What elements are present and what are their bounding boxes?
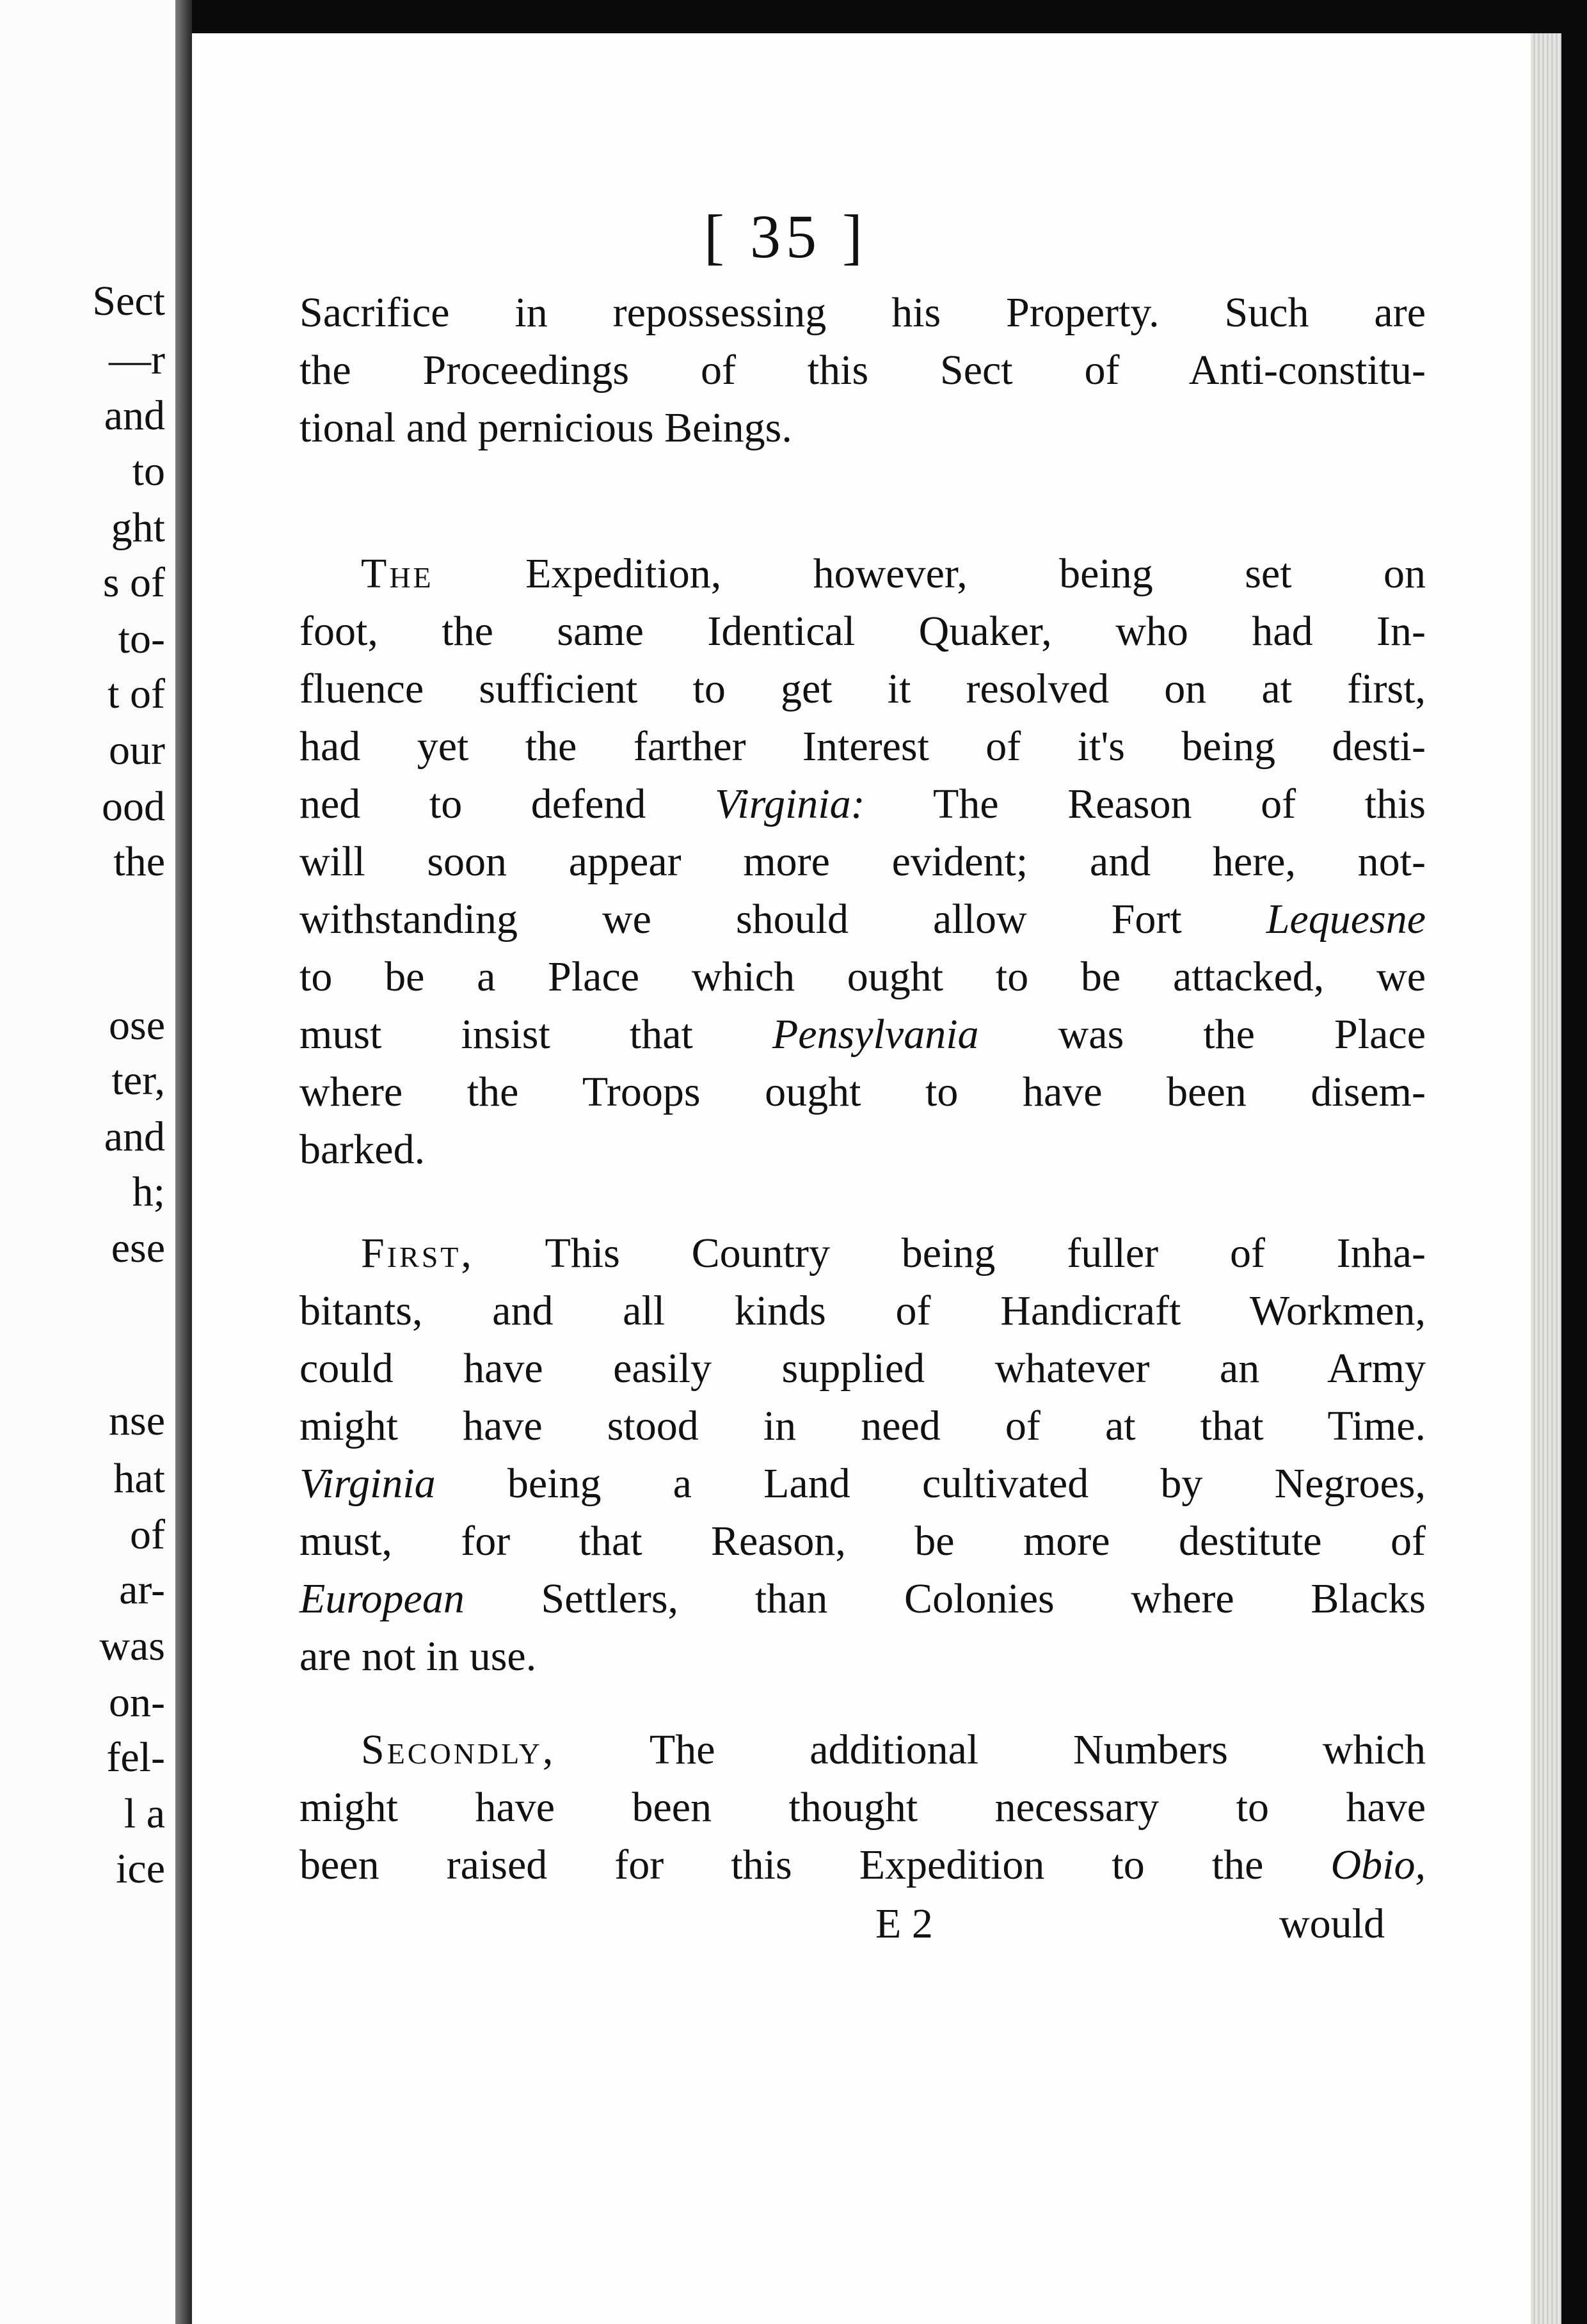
facing-page-line: fel- — [106, 1734, 165, 1781]
facing-page-line: t of — [108, 671, 165, 717]
text-line: tional and pernicious Beings. — [299, 404, 792, 451]
italic-name: Pensylvania — [772, 1011, 979, 1058]
text-line: foot, the same Identical Quaker, who had In- — [299, 608, 1426, 655]
text-line: could have easily supplied whatever an Army — [299, 1345, 1426, 1392]
italic-name: Virginia — [299, 1460, 436, 1507]
facing-page-line: ter, — [111, 1057, 165, 1104]
facing-page-line: to- — [118, 616, 165, 662]
facing-page-line: hat — [113, 1455, 165, 1502]
facing-page-line: h; — [132, 1168, 165, 1215]
italic-name: Lequesne — [1266, 896, 1426, 943]
text-line: to be a Place which ought to be attacked, we — [299, 953, 1426, 1000]
signature-mark: E 2 — [875, 1900, 933, 1947]
text-line: European Settlers, than Colonies where Blacks — [299, 1575, 1426, 1622]
paragraph-3 — [299, 1225, 1426, 1685]
text-line: been raised for this Expedition to the Obio, — [299, 1842, 1426, 1888]
text-line: First, This Country being fuller of Inha- — [361, 1230, 1426, 1277]
page-number: [ 35 ] — [704, 202, 868, 271]
page-footer — [299, 1895, 1385, 1953]
paragraph-2 — [299, 545, 1426, 1179]
facing-page-line: of — [130, 1511, 165, 1558]
catchword: would — [1279, 1900, 1385, 1947]
facing-page-line: our — [109, 727, 165, 774]
text-line: must, for that Reason, be more destitute of — [299, 1518, 1426, 1564]
facing-page-line: nse — [109, 1397, 165, 1444]
italic-name: European — [299, 1575, 465, 1622]
facing-page-line: ose — [109, 1002, 165, 1049]
lead-word: Secondly, — [361, 1726, 556, 1773]
page-edge — [1531, 33, 1561, 2324]
text-line: might have been thought necessary to have — [299, 1784, 1426, 1831]
facing-page — [0, 0, 192, 2324]
paragraph-4 — [299, 1721, 1426, 1894]
text-line: Sacrifice in repossessing his Property. Such are — [299, 289, 1426, 336]
facing-page-line: Sect — [92, 278, 165, 324]
facing-page-line: ese — [111, 1225, 165, 1271]
facing-page-line: ar- — [119, 1566, 165, 1613]
facing-page-line: on- — [109, 1679, 165, 1726]
text-line: where the Troops ought to have been disem- — [299, 1069, 1426, 1115]
facing-page-line: was — [99, 1623, 165, 1669]
facing-page-line: the — [113, 838, 165, 885]
text-line: Virginia being a Land cultivated by Negroes, — [299, 1460, 1426, 1507]
gutter-shadow — [175, 0, 192, 2324]
text-line: ned to defend Virginia: The Reason of this — [299, 781, 1426, 827]
facing-page-line: and — [104, 1113, 165, 1160]
facing-page-line: s of — [102, 559, 165, 606]
text-line: fluence sufficient to get it resolved on at first, — [299, 665, 1426, 712]
text-line: will soon appear more evident; and here, not- — [299, 838, 1426, 885]
facing-page-line: ght — [111, 504, 165, 551]
facing-page-line: to — [132, 448, 165, 495]
text-line: withstanding we should allow Fort Lequesne — [299, 896, 1426, 943]
text-line: are not in use. — [299, 1633, 537, 1680]
italic-name: Virginia: — [714, 781, 865, 827]
facing-page-line: ood — [102, 783, 165, 830]
text-line: had yet the farther Interest of it's being desti- — [299, 723, 1426, 770]
page — [192, 33, 1561, 2324]
text-line: must insist that Pensylvania was the Place — [299, 1011, 1426, 1058]
lead-word: The — [361, 550, 434, 597]
text-line: bitants, and all kinds of Handicraft Workmen, — [299, 1287, 1426, 1334]
text-line: the Proceedings of this Sect of Anti-constitu- — [299, 347, 1426, 394]
facing-page-line: l a — [124, 1790, 165, 1837]
facing-page-line: and — [104, 392, 165, 439]
text-line: Secondly, The additional Numbers which — [361, 1726, 1426, 1773]
text-line: barked. — [299, 1126, 426, 1173]
paragraph-1 — [299, 284, 1426, 457]
text-line: The Expedition, however, being set on — [361, 550, 1426, 597]
facing-page-line: ice — [116, 1845, 165, 1892]
facing-page-line: —r — [109, 337, 165, 383]
text-line: might have stood in need of at that Time. — [299, 1403, 1426, 1449]
italic-name: Obio, — [1330, 1842, 1426, 1888]
lead-word: First, — [361, 1230, 474, 1277]
